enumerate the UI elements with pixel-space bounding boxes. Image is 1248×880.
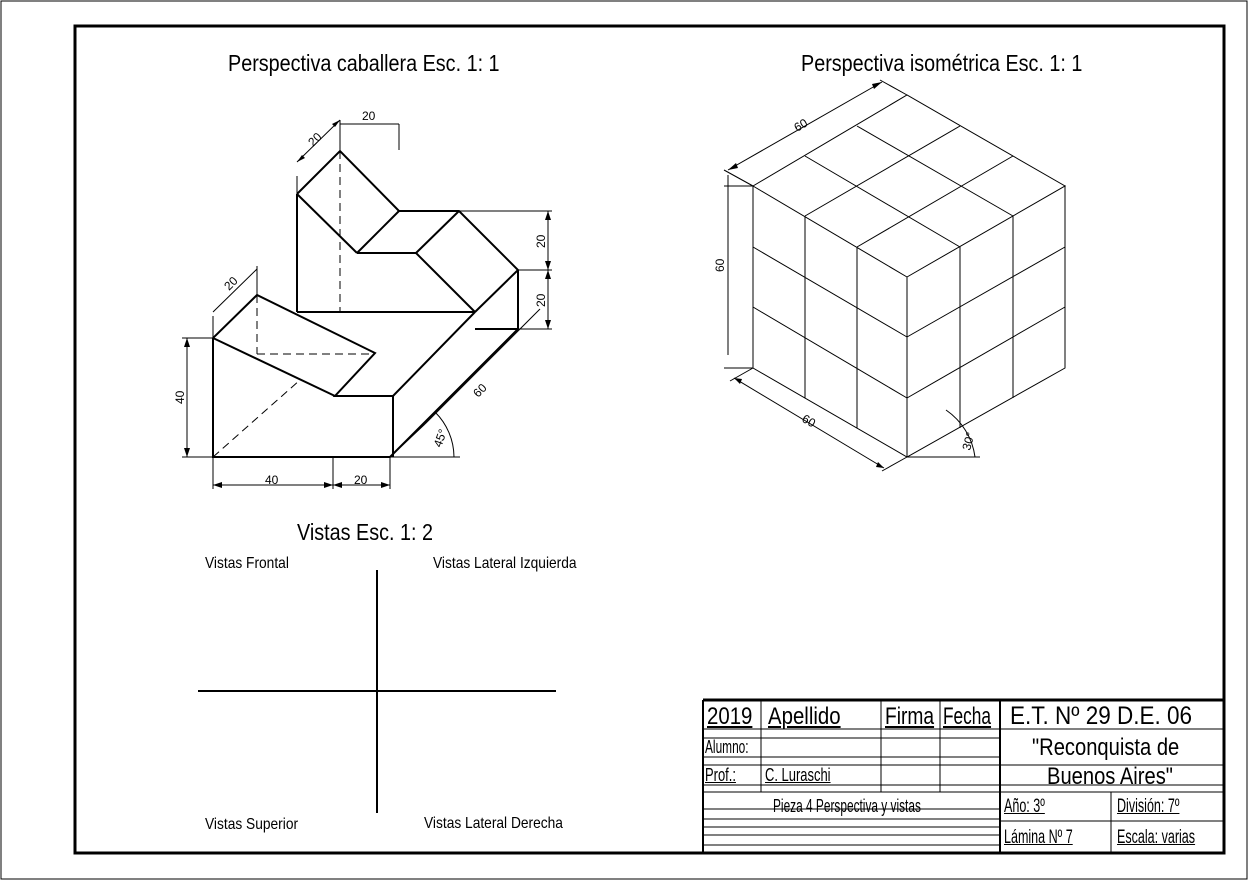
tb-year-label: Año: 3º [1004, 796, 1045, 817]
tb-teacher-label: Prof.: [705, 765, 736, 785]
dim-cav-base-right: 20 [354, 473, 368, 487]
dim-cav-left-depth: 20 [221, 273, 241, 294]
tb-sheet: Lámina Nº 7 [1004, 827, 1073, 848]
isometric-drawing [724, 80, 1065, 471]
tb-school: E.T. Nº 29 D.E. 06 [1010, 702, 1193, 730]
tb-scale: Escala: varias [1117, 827, 1196, 848]
tb-student-label: Alumno: [705, 737, 749, 757]
dim-cav-top-width: 20 [362, 109, 376, 123]
isometric-title: Perspectiva isométrica Esc. 1: 1 [801, 50, 1083, 76]
tb-surname: Apellido [768, 703, 841, 730]
iso-arrowheads [728, 82, 884, 468]
dim-iso-left: 60 [713, 258, 727, 272]
tb-piece: Pieza 4 Perspectiva y vistas [773, 796, 921, 816]
tb-teacher-name: C. Luraschi [765, 765, 831, 785]
dim-cav-angle: 45° [430, 427, 451, 450]
dim-cav-right-lower: 20 [534, 293, 548, 307]
dim-iso-top: 60 [791, 115, 811, 135]
cavalier-drawing [182, 120, 552, 489]
views-cross [198, 570, 556, 813]
dim-cav-right-upper: 20 [534, 234, 548, 248]
dim-iso-angle: 30° [959, 430, 978, 452]
label-top-view: Vistas Superior [205, 816, 299, 833]
label-right-side-view: Vistas Lateral Derecha [424, 815, 563, 832]
dim-cav-height: 40 [173, 390, 187, 404]
tb-division: División: 7º [1117, 796, 1180, 817]
orthographic-title: Vistas Esc. 1: 2 [297, 519, 433, 545]
tb-date: Fecha [943, 703, 992, 730]
dim-cav-top-depth: 20 [305, 129, 325, 150]
cavalier-title: Perspectiva caballera Esc. 1: 1 [228, 50, 500, 76]
tb-signature: Firma [885, 703, 935, 730]
tb-year: 2019 [707, 703, 753, 730]
dim-cav-diag: 60 [470, 380, 490, 401]
label-left-side-view: Vistas Lateral Izquierda [433, 555, 577, 572]
label-front-view: Vistas Frontal [205, 555, 289, 572]
dim-iso-bottom: 60 [799, 411, 819, 431]
tb-school-name-2: Buenos Aires" [1047, 763, 1173, 790]
tb-school-name-1: "Reconquista de [1032, 734, 1180, 761]
dim-cav-base-left: 40 [265, 473, 279, 487]
